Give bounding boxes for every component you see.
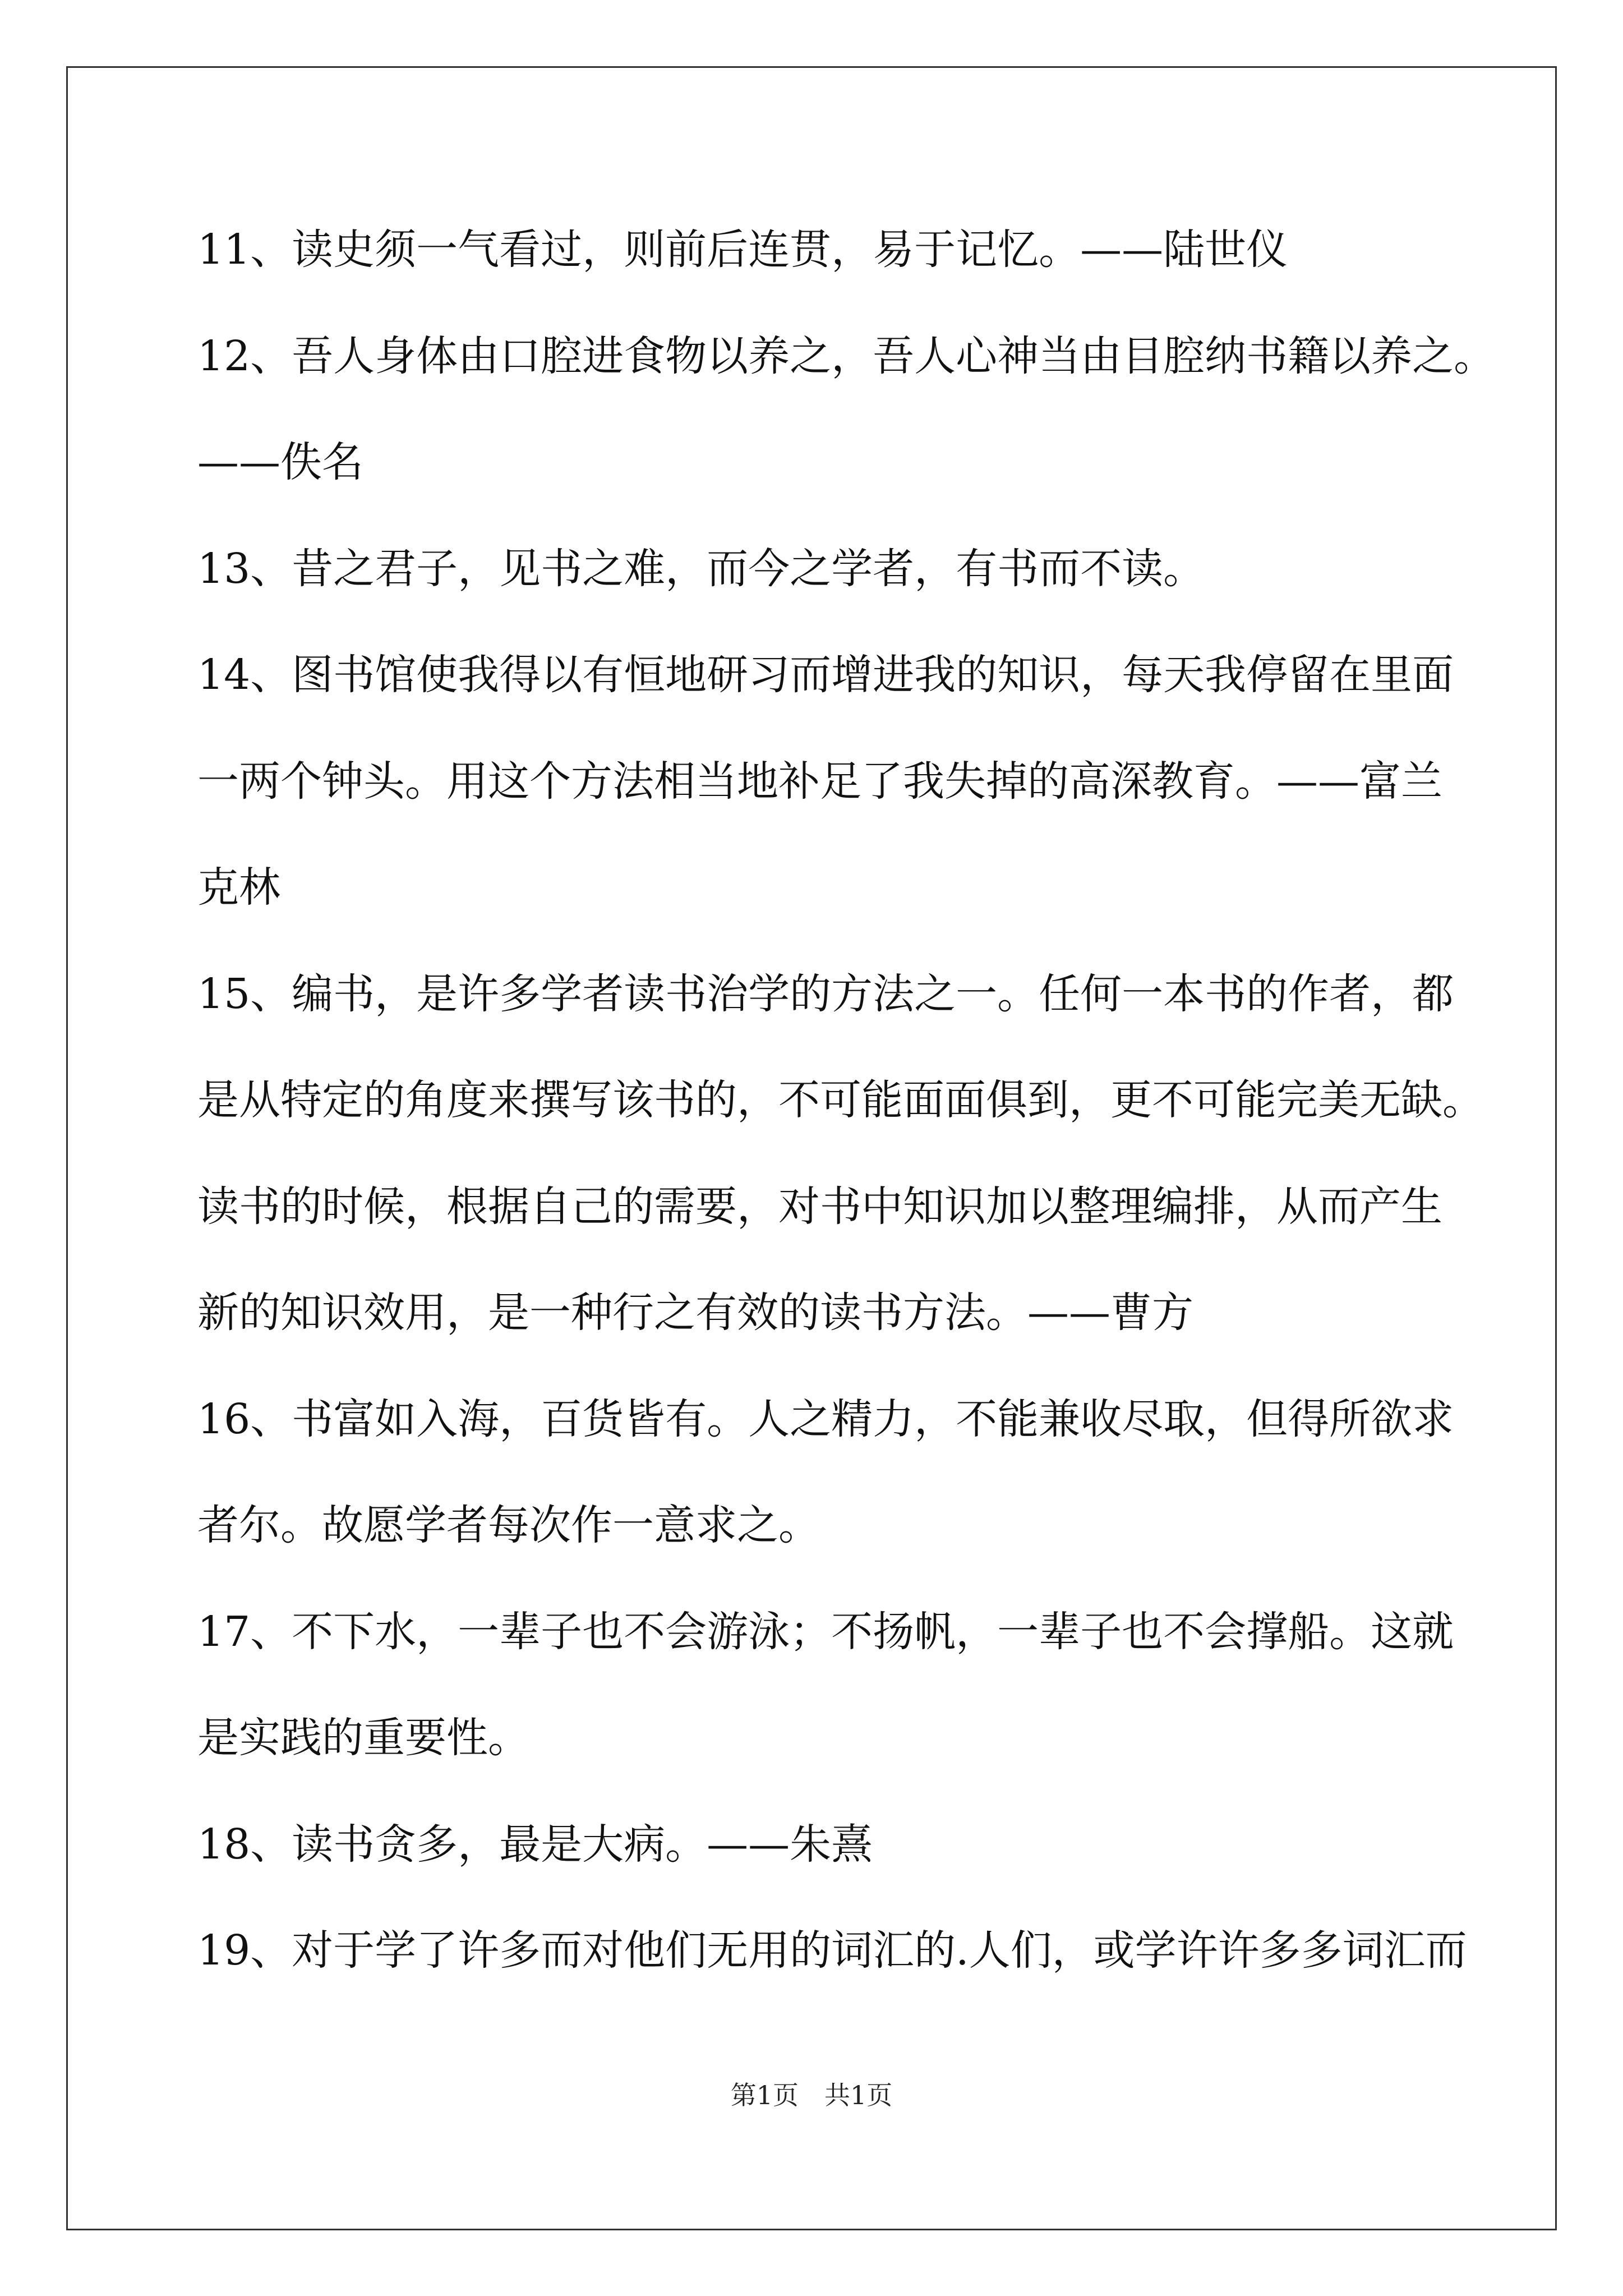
text-line: 是从特定的角度来撰写该书的，不可能面面俱到，更不可能完美无缺。 (197, 1076, 1484, 1124)
text-line: 16、书富如入海，百货皆有。人之精力，不能兼收尽取，但得所欲求 (197, 1395, 1454, 1443)
text-line: 13、昔之君子，见书之难，而今之学者，有书而不读。 (197, 545, 1205, 593)
text-line: 18、读书贪多，最是大病。——朱熹 (197, 1820, 873, 1869)
text-line: 是实践的重要性。 (197, 1714, 529, 1762)
text-line: 11、读史须一气看过，则前后连贯，易于记忆。——陆世仪 (197, 226, 1288, 274)
text-line: 15、编书，是许多学者读书治学的方法之一。任何一本书的作者，都 (197, 970, 1454, 1018)
text-line: ——佚名 (197, 438, 363, 486)
text-line: 一两个钟头。用这个方法相当地补足了我失掉的高深教育。——富兰 (197, 757, 1442, 806)
page-border (66, 66, 1557, 2230)
page-number: 第1页 共1页 (730, 2080, 893, 2110)
text-line: 12、吾人身体由口腔进食物以养之，吾人心神当由目腔纳书籍以养之。 (197, 332, 1496, 380)
text-line: 14、图书馆使我得以有恒地研习而增进我的知识，每天我停留在里面 (197, 651, 1454, 699)
text-line: 17、不下水，一辈子也不会游泳；不扬帆，一辈子也不会撑船。这就 (197, 1608, 1454, 1656)
text-line: 者尔。故愿学者每次作一意求之。 (197, 1501, 820, 1549)
text-line: 19、对于学了许多而对他们无用的词汇的.人们，或学许许多多词汇而 (197, 1926, 1467, 1975)
text-line: 新的知识效用，是一种行之有效的读书方法。——曹方 (197, 1289, 1193, 1337)
text-line: 克林 (197, 863, 280, 912)
text-line: 读书的时候，根据自己的需要，对书中知识加以整理编排，从而产生 (197, 1182, 1442, 1231)
